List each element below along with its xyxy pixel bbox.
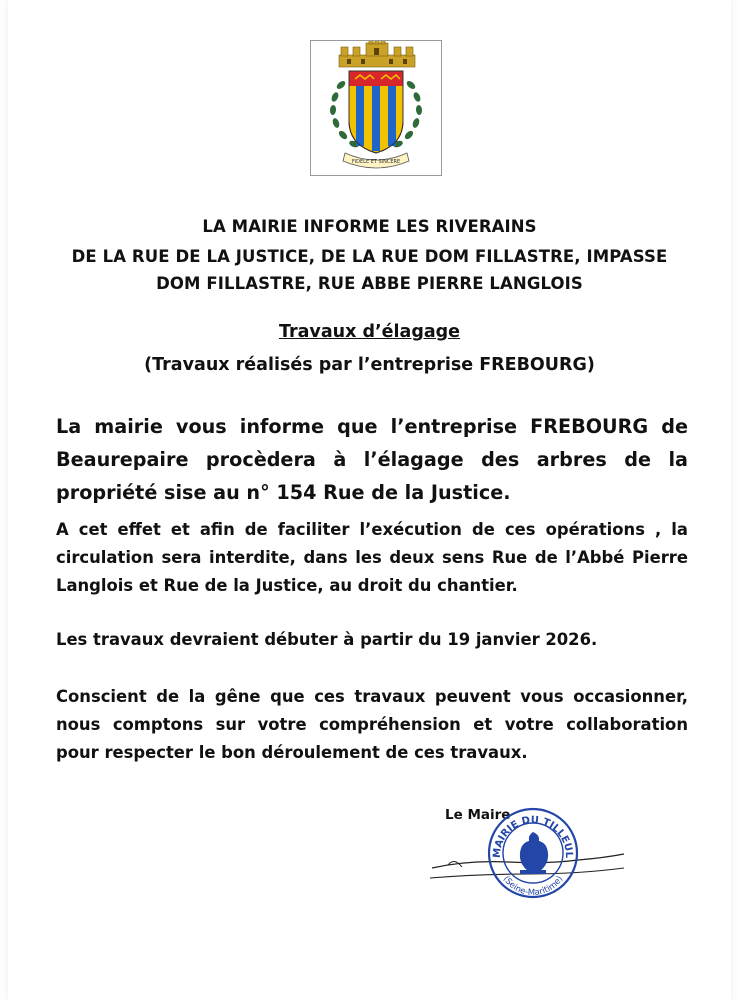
notice-title: Travaux d’élagage <box>278 322 461 342</box>
svg-text:MAIRIE DU TILLEUL: MAIRIE DU TILLEUL <box>491 814 575 859</box>
announcement-paragraph: La mairie vous informe que l’entreprise FREBOURG de Beaurepaire procèdera à l’élagage des arbres de la propriété sise au n° 154 Rue de la Justice. <box>56 415 688 504</box>
signature-label: Le Maire <box>445 807 511 823</box>
heading-line-1: LA MAIRIE INFORME LES RIVERAINS <box>202 217 537 236</box>
start-date-paragraph: Les travaux devraient débuter à partir du 19 janvier 2026. <box>56 630 598 649</box>
svg-text:FIDELE ET SINCERE: FIDELE ET SINCERE <box>351 159 401 165</box>
svg-text:(Seine-Maritime): (Seine-Maritime) <box>500 874 566 899</box>
notice-subtitle: (Travaux réalisés par l’entreprise FREBOURG) <box>144 355 595 375</box>
closing-paragraph: Conscient de la gêne que ces travaux peuvent vous occasionner, nous comptons sur votre compréhension et votre collaboration pour respecter le bon déroulement de ces travaux. <box>56 687 688 762</box>
heading-line-2: DE LA RUE DE LA JUSTICE, DE LA RUE DOM FILLASTRE, IMPASSE <box>71 247 668 266</box>
coat-of-arms-image <box>310 40 442 176</box>
traffic-restriction-paragraph: A cet effet et afin de faciliter l’exécution de ces opérations , la circulation sera interdite, dans les deux sens Rue de l’Abbé Pierre Langlois et Rue de la Justice, au droit du chantier. <box>56 520 688 595</box>
heading-line-3: DOM FILLASTRE, RUE ABBE PIERRE LANGLOIS <box>156 274 583 293</box>
mairie-stamp <box>486 806 580 900</box>
